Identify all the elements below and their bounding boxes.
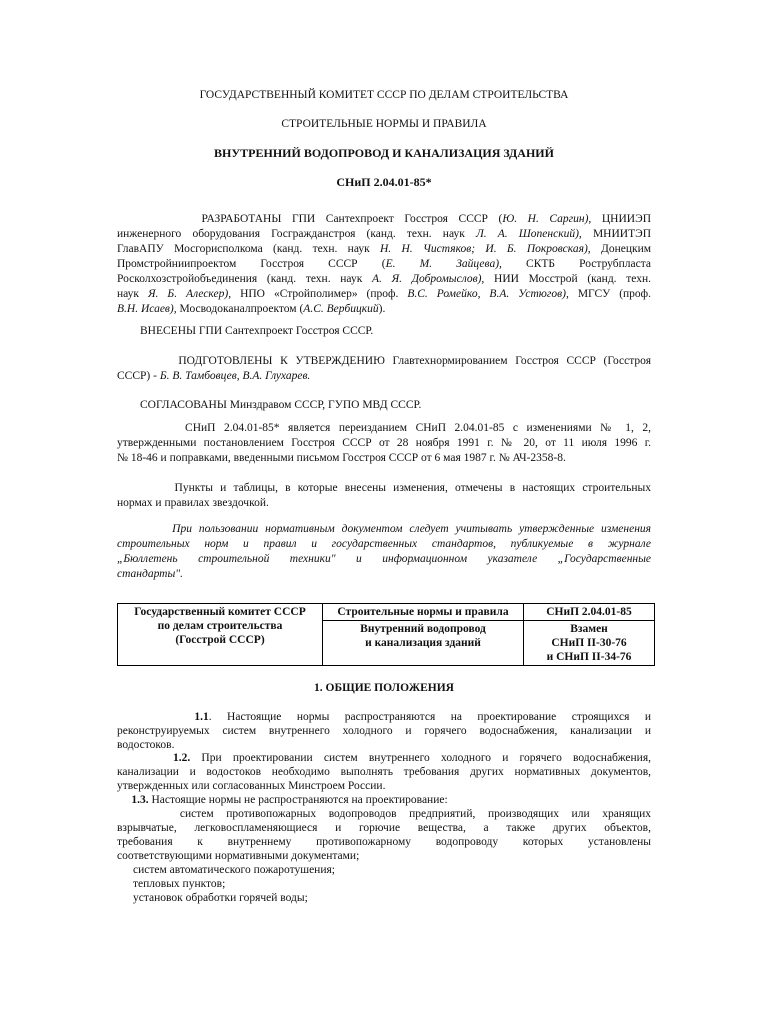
p-line [117,738,651,752]
prepared-line [117,369,651,384]
usage-line [117,552,651,567]
authors: Е. М. Зайцева), [385,258,502,270]
paragraph-1-1 [117,710,651,752]
text: При пользовании нормативным документом следует учитывать утвержденные изменения [172,523,651,535]
text: СССР) - [117,370,160,382]
developed-line [117,212,651,227]
authors: Л. А. Шопенский), [475,228,582,240]
authors: Я. Б. Алескер), [148,288,232,300]
agreed-paragraph [117,398,651,413]
text: канализации и водостоков необходимо выполнять требования других нормативных документов, [117,766,651,778]
p-line [117,821,651,835]
agreed-line [117,398,651,413]
cell-line: СНиП II-30-76 [551,637,627,649]
cell-divider [323,620,523,621]
list-item: систем автоматического пожаротушения; [133,864,335,876]
text: Настоящие нормы не распространяются на проектирование: [148,794,448,806]
text: ГлавАПУ Мосгорисполкома (канд. техн. наук [117,243,380,255]
p-line [117,765,651,779]
text: инженерного оборудования Госгражданстроя (канд. техн. наук [117,228,476,240]
authors: Б. В. Тамбовцев, В.А. Глухарев. [159,370,311,382]
reissue-paragraph [117,421,651,466]
document-header-table [117,603,655,666]
text: „Бюллетень строительной техники" и информационном указателе „Государственные [117,553,651,565]
clause-number: 1.3. [131,794,149,806]
authors: А. Я. Добромыслов), [371,273,485,285]
p-line [117,724,651,738]
text: СКТБ Рострубпласта [501,258,651,270]
usage-line [117,537,651,552]
p-line [117,835,651,849]
p-line [117,793,651,807]
text: Росколхозстройобъединения (канд. техн. наук [117,273,372,285]
fire-systems-paragraph [117,807,651,863]
authors: Н. Н. Чистяков; И. Б. Покровская), [380,243,591,255]
text: соответствующими нормативными документами; [117,850,360,862]
text: СНиП 2.04.01-85* является переизданием СНиП 2.04.01-85 с изменениями № 1, 2, [185,422,652,434]
cell-line: и СНиП II-34-76 [546,651,632,663]
changes-line [117,481,651,496]
document-code: СНиП 2.04.01-85* [336,175,432,189]
cell-line: СНиП 2.04.01-85 [546,606,632,618]
p-line [117,751,651,765]
text: стандарты". [117,568,183,580]
norms-title: СТРОИТЕЛЬНЫЕ НОРМЫ И ПРАВИЛА [281,118,487,130]
text: строительных норм и правил и государственных стандартов, публикуемые в журнале [117,538,651,550]
p-line [117,779,651,793]
prepared-line [117,354,651,369]
cell-line: Взамен [570,623,608,635]
text: НИИ Мосстрой (канд. техн. [484,273,651,285]
usage-line [117,522,651,537]
text: систем противопожарных водопроводов предприятий, производящих или хранящих [179,808,651,820]
cell-line: по делам строительства [157,620,283,632]
text: требования к внутреннему противопожарному водопроводу которых установлены [117,836,651,848]
text: реконструируемых систем внутреннего холодного и горячего водоснабжения, канализации и [117,725,651,737]
text: ). [378,303,386,315]
text: ПОДГОТОВЛЕНЫ К УТВЕРЖДЕНИЮ Главтехнормированием Госстроя СССР (Госстроя [178,355,651,367]
cell-line: Строительные нормы и правила [337,606,509,618]
text: . Настоящие нормы распространяются на проектирование строящихся и [208,711,651,723]
text: ЦНИИЭП [591,213,651,225]
text: Донецким [590,243,652,255]
developed-line [117,257,651,272]
text: ВНЕСЕНЫ ГПИ Сантехпроект Госстроя СССР. [140,325,374,337]
authors: Ю. Н. Саргин), [502,213,592,225]
clause-number: 1.1 [194,711,209,723]
changes-paragraph [117,481,651,511]
text: СОГЛАСОВАНЫ Минздравом СССР, ГУПО МВД СССР. [140,399,422,411]
cell-line: Государственный комитет СССР [134,606,306,618]
text: МНИИТЭП [581,228,651,240]
text: утвержденными постановлением Госстроя СССР от 28 ноября 1991 г. № 20, от 11 июля 1996 г. [117,437,651,449]
authors: А.С. Вербицкий [303,303,379,315]
paragraph-1-2 [117,751,651,793]
developed-line [117,227,651,242]
submitted-paragraph [117,324,651,339]
developed-paragraph [117,212,651,317]
developed-line [117,302,651,317]
text: МГСУ (проф. [568,288,652,300]
list-item: тепловых пунктов; [133,878,226,890]
p-line [117,807,651,821]
section-heading: 1. ОБЩИЕ ПОЛОЖЕНИЯ [314,682,454,694]
cell-divider [524,620,654,621]
text: № 18-46 и поправками, введенными письмом Госстроя СССР от 6 мая 1987 г. № АЧ-2358-8. [117,452,566,464]
text: водостоков. [117,739,175,751]
reissue-line [117,451,651,466]
text: При проектировании систем внутреннего холодного и горячего водоснабжения, [190,752,651,764]
list-item: установок обработки горячей воды; [133,892,308,904]
usage-line [117,567,651,582]
paragraph-1-3 [117,793,651,807]
text: взрывчатые, легковоспламеняющиеся и горючие вещества, а также других объектов, [117,822,651,834]
p-line [117,710,651,724]
submitted-line [117,324,651,339]
text: НПО «Стройполимер» (проф. [231,288,408,300]
developed-line [117,242,651,257]
norms-cell [323,604,524,666]
committee-cell [118,604,323,666]
table-row [118,604,655,666]
p-line [117,849,651,863]
usage-note [117,522,651,582]
text: Мосводоканалпроектом ( [176,303,304,315]
clause-number: 1.2. [172,752,191,764]
cell-line: Внутренний водопровод [360,623,486,635]
document-title: ВНУТРЕННИЙ ВОДОПРОВОД И КАНАЛИЗАЦИЯ ЗДАНИЙ [214,146,554,160]
developed-line [117,272,651,287]
reissue-line [117,436,651,451]
changes-line [117,496,651,511]
cell-line: и канализация зданий [365,637,481,649]
developed-line [117,287,651,302]
cell-line: (Госстрой СССР) [175,634,265,646]
authors: В.С. Ромейко, В.А. Устюгов), [407,288,569,300]
text: Промстройниипроектом Госстроя СССР ( [117,258,386,270]
text: нормах и правилах звездочкой. [117,497,269,509]
reissue-line [117,421,651,436]
text: РАЗРАБОТАНЫ ГПИ Сантехпроект Госстроя СССР ( [201,213,503,225]
text: наук [117,288,148,300]
prepared-paragraph [117,354,651,384]
text: утвержденных или согласованных Минстроем России. [117,780,386,792]
committee-title: ГОСУДАРСТВЕННЫЙ КОМИТЕТ СССР ПО ДЕЛАМ СТРОИТЕЛЬСТВА [199,89,569,101]
code-cell [524,604,655,666]
authors: В.Н. Исаев), [117,303,177,315]
text: Пункты и таблицы, в которые внесены изменения, отмечены в настоящих строительных [174,482,652,494]
